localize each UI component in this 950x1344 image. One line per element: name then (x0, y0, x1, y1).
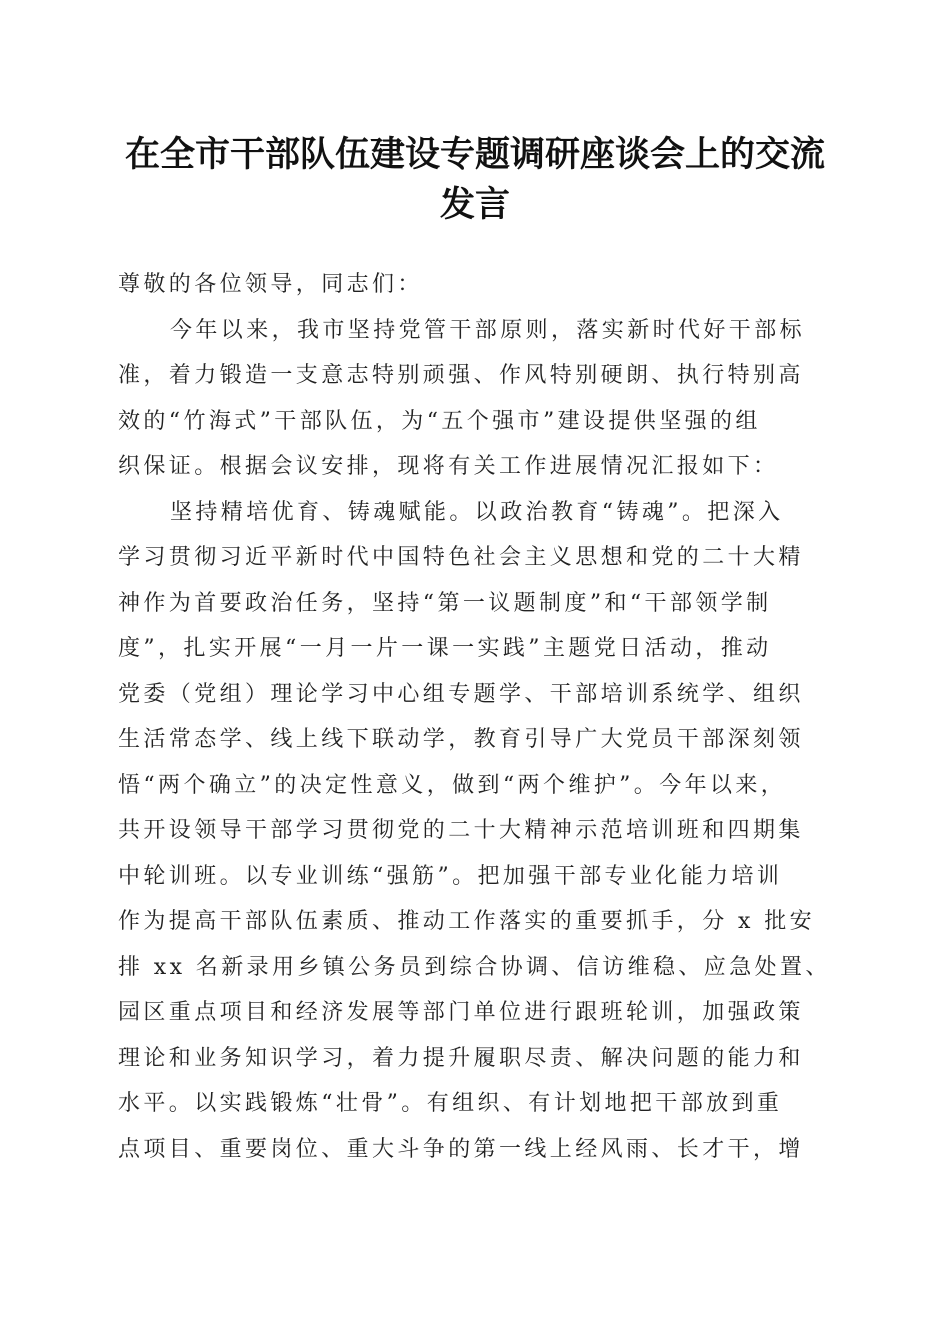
paragraph-line: 共开设领导干部学习贯彻党的二十大精神示范培训班和四期集 (118, 818, 804, 843)
paragraph-line: 生活常态学、线上线下联动学，教育引导广大党员干部深刻领 (118, 727, 804, 752)
paragraph-line: 水平。以实践锻炼“壮骨”。有组织、有计划地把干部放到重 (118, 1091, 783, 1116)
paragraph-line: 神作为首要政治任务，坚持“第一议题制度”和“干部领学制 (118, 590, 772, 616)
paragraph-line: 准，着力锻造一支意志特别顽强、作风特别硬朗、执行特别高 (118, 363, 804, 388)
paragraph-line: 坚持精培优育、铸魂赋能。以政治教育“铸魂”。把深入 (170, 499, 784, 525)
document-title (100, 130, 850, 230)
paragraph-line: 点项目、重要岗位、重大斗争的第一线上经风雨、长才干，增 (118, 1136, 804, 1162)
paragraph-line: 今年以来，我市坚持党管干部原则，落实新时代好干部标 (170, 317, 806, 343)
title-line: 在全市干部队伍建设专题调研座谈会上的交流 (124, 134, 825, 175)
paragraph-line: 党委（党组）理论学习中心组专题学、干部培训系统学、组织 (118, 681, 804, 707)
document-body (118, 262, 838, 1172)
paragraph-line: 排 xx 名新录用乡镇公务员到综合协调、信访维稳、应急处置、 (118, 954, 831, 980)
paragraph-line: 理论和业务知识学习，着力提升履职尽责、解决问题的能力和 (118, 1045, 804, 1071)
paragraph-line: 效的“竹海式”干部队伍，为“五个强市”建设提供坚强的组 (118, 408, 761, 434)
salutation: 尊敬的各位领导，同志们： (118, 272, 423, 297)
paragraph-line: 悟“两个确立”的决定性意义，做到“两个维护”。今年以来， (118, 772, 787, 798)
paragraph-line: 作为提高干部队伍素质、推动工作落实的重要抓手，分 x 批安 (118, 909, 815, 934)
paragraph-line: 度”，扎实开展“一月一片一课一实践”主题党日活动，推动 (118, 636, 772, 661)
paragraph-line: 学习贯彻习近平新时代中国特色社会主义思想和党的二十大精 (118, 545, 804, 570)
paragraph-line: 织保证。根据会议安排，现将有关工作进展情况汇报如下： (118, 454, 779, 479)
paragraph-line: 园区重点项目和经济发展等部门单位进行跟班轮训，加强政策 (118, 1000, 804, 1025)
title-line: 发言 (439, 184, 510, 225)
paragraph-line: 中轮训班。以专业训练“强筋”。把加强干部专业化能力培训 (118, 863, 783, 889)
